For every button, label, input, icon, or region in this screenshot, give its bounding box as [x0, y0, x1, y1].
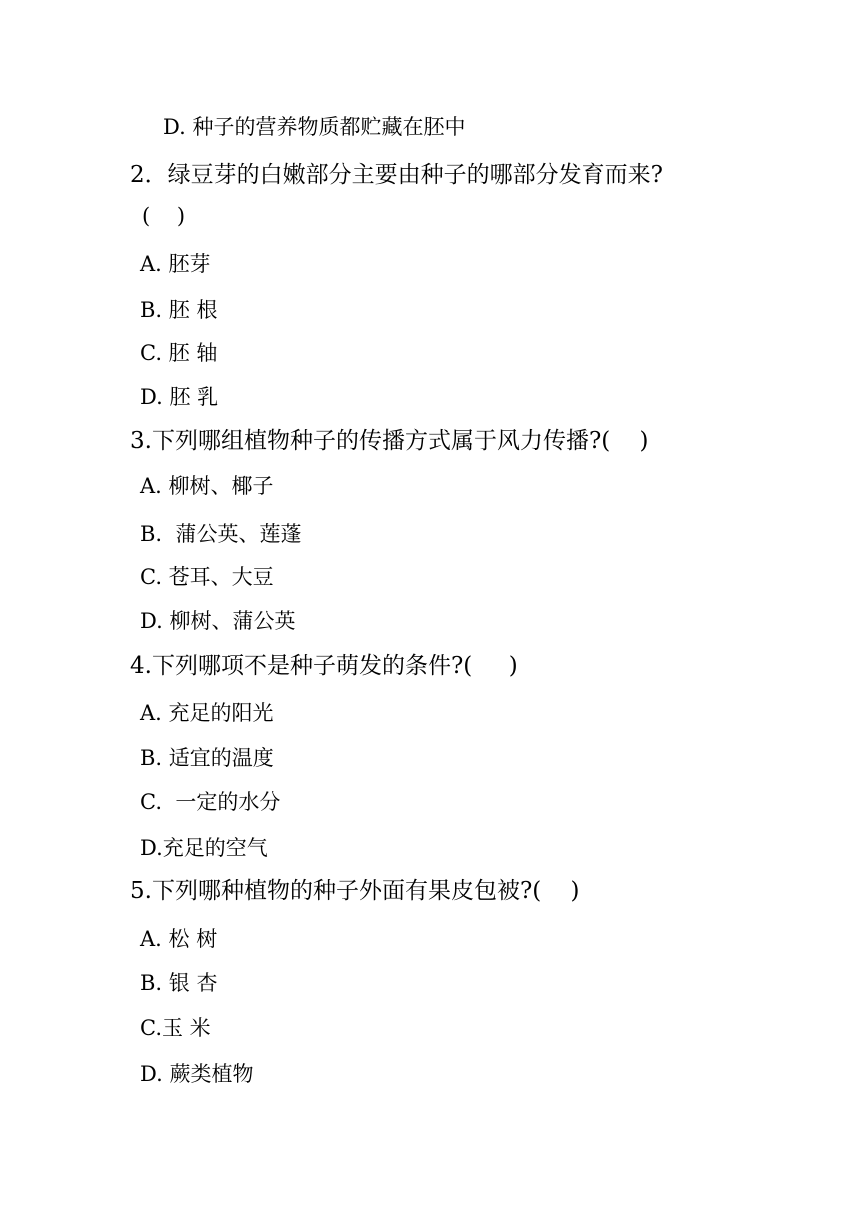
option-a: A. 松 树: [140, 927, 218, 951]
question-stem: 2．绿豆芽的白嫩部分主要由种子的哪部分发育而来?: [130, 162, 663, 188]
question-answer-blank: ( ): [142, 204, 186, 228]
option-c: C. 胚 轴: [140, 341, 218, 365]
option-a: A. 充足的阳光: [140, 701, 274, 725]
question-stem: 3.下列哪组植物种子的传播方式属于风力传播?( ): [130, 428, 649, 454]
option-a: A. 胚芽: [140, 252, 211, 276]
previous-question-option-d: D. 种子的营养物质都贮藏在胚中: [163, 115, 466, 139]
option-b: B. 蒲公英、莲蓬: [140, 522, 302, 546]
option-c: C. 苍耳、大豆: [140, 565, 274, 589]
question-stem: 5.下列哪种植物的种子外面有果皮包被?( ): [130, 878, 580, 904]
option-d: D. 胚 乳: [140, 385, 219, 409]
option-b: B. 胚 根: [140, 298, 218, 322]
option-b: B. 银 杏: [140, 971, 218, 995]
option-a: A. 柳树、椰子: [140, 474, 274, 498]
option-c: C.玉 米: [140, 1016, 211, 1040]
option-c: C. 一定的水分: [140, 790, 281, 814]
question-stem: 4.下列哪项不是种子萌发的条件?( ): [130, 653, 518, 679]
option-d: D. 柳树、蒲公英: [140, 609, 296, 633]
option-d: D. 蕨类植物: [140, 1062, 254, 1086]
option-b: B. 适宜的温度: [140, 746, 274, 770]
option-d: D.充足的空气: [140, 836, 268, 860]
